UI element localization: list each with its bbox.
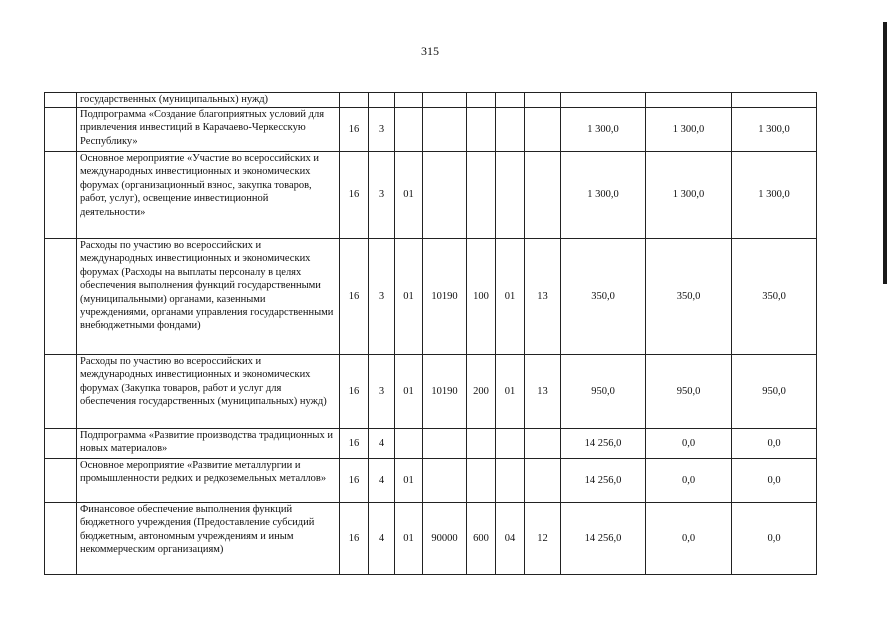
page-number: 315 [421, 44, 439, 58]
code-event: 01 [395, 503, 423, 575]
code-subprogram: 3 [369, 355, 395, 429]
amount-year-1: 14 256,0 [561, 429, 646, 459]
row-name: Основное мероприятие «Участие во всероссийских и международных инвестиционных и экономических форумах (организационный взнос, закупка товаров, работ, услуг), освещение инвестиционной деятельности» [77, 152, 340, 239]
row-name: Расходы по участию во всероссийских и международных инвестиционных и экономических форумах (Расходы на выплаты персоналу в целях обеспечения выполнения функций государственными (муниципальными) органами, казенными учреждениями, органами управления государственными внебюджетными фондами) [77, 239, 340, 355]
amount-year-2: 950,0 [646, 355, 732, 429]
code-event: 01 [395, 459, 423, 503]
code-expense-type: 600 [467, 503, 496, 575]
amount-year-1: 14 256,0 [561, 459, 646, 503]
code-direction [423, 93, 467, 108]
row-number-cell [45, 503, 77, 575]
row-name: Расходы по участию во всероссийских и международных инвестиционных и экономических форумах (Закупка товаров, работ и услуг для обеспечения государственных (муниципальных) нужд) [77, 355, 340, 429]
code-direction: 10190 [423, 355, 467, 429]
code-section [496, 108, 525, 152]
amount-year-3: 0,0 [732, 429, 817, 459]
code-subprogram: 3 [369, 152, 395, 239]
amount-year-1: 14 256,0 [561, 503, 646, 575]
code-expense-type [467, 429, 496, 459]
code-subprogram: 4 [369, 429, 395, 459]
code-ministry: 16 [340, 152, 369, 239]
code-subprogram: 4 [369, 503, 395, 575]
code-subsection [525, 429, 561, 459]
code-ministry: 16 [340, 108, 369, 152]
table-row [45, 503, 817, 575]
code-ministry: 16 [340, 459, 369, 503]
code-event [395, 93, 423, 108]
amount-year-1: 350,0 [561, 239, 646, 355]
code-section [496, 459, 525, 503]
code-section [496, 429, 525, 459]
code-expense-type: 200 [467, 355, 496, 429]
code-direction [423, 152, 467, 239]
row-number-cell [45, 429, 77, 459]
table-row [45, 93, 817, 108]
row-name: государственных (муниципальных) нужд) [77, 93, 340, 108]
code-subsection [525, 459, 561, 503]
code-expense-type: 100 [467, 239, 496, 355]
code-subprogram: 4 [369, 459, 395, 503]
amount-year-1: 1 300,0 [561, 108, 646, 152]
amount-year-3: 0,0 [732, 459, 817, 503]
budget-table [44, 92, 817, 575]
code-section: 01 [496, 239, 525, 355]
code-subsection [525, 108, 561, 152]
row-name: Основное мероприятие «Развитие металлургии и промышленности редких и редкоземельных металлов» [77, 459, 340, 503]
code-ministry: 16 [340, 429, 369, 459]
code-subprogram [369, 93, 395, 108]
amount-year-3: 950,0 [732, 355, 817, 429]
code-subprogram: 3 [369, 108, 395, 152]
code-expense-type [467, 152, 496, 239]
code-event: 01 [395, 239, 423, 355]
code-section [496, 152, 525, 239]
row-name: Подпрограмма «Развитие производства традиционных и новых материалов» [77, 429, 340, 459]
code-section: 04 [496, 503, 525, 575]
code-event: 01 [395, 152, 423, 239]
amount-year-2: 0,0 [646, 459, 732, 503]
amount-year-1 [561, 93, 646, 108]
code-event [395, 108, 423, 152]
amount-year-3: 0,0 [732, 503, 817, 575]
amount-year-3 [732, 93, 817, 108]
amount-year-2: 350,0 [646, 239, 732, 355]
amount-year-2: 1 300,0 [646, 152, 732, 239]
amount-year-3: 350,0 [732, 239, 817, 355]
amount-year-2: 0,0 [646, 503, 732, 575]
scan-edge-shadow [883, 22, 887, 284]
code-subsection: 13 [525, 355, 561, 429]
code-direction [423, 429, 467, 459]
row-number-cell [45, 93, 77, 108]
code-expense-type [467, 93, 496, 108]
table-row [45, 355, 817, 429]
row-number-cell [45, 152, 77, 239]
table-row [45, 152, 817, 239]
amount-year-1: 1 300,0 [561, 152, 646, 239]
table-row [45, 459, 817, 503]
code-event: 01 [395, 355, 423, 429]
row-number-cell [45, 108, 77, 152]
code-ministry: 16 [340, 239, 369, 355]
amount-year-1: 950,0 [561, 355, 646, 429]
code-event [395, 429, 423, 459]
code-section [496, 93, 525, 108]
code-expense-type [467, 459, 496, 503]
row-number-cell [45, 459, 77, 503]
code-subprogram: 3 [369, 239, 395, 355]
code-ministry: 16 [340, 503, 369, 575]
code-subsection [525, 93, 561, 108]
table-row [45, 108, 817, 152]
table-row [45, 429, 817, 459]
row-name: Финансовое обеспечение выполнения функций бюджетного учреждения (Предоставление субсидий бюджетным, автономным учреждениям и иным некоммерческим организациям) [77, 503, 340, 575]
amount-year-2: 0,0 [646, 429, 732, 459]
code-direction: 90000 [423, 503, 467, 575]
row-number-cell [45, 355, 77, 429]
amount-year-3: 1 300,0 [732, 152, 817, 239]
row-name: Подпрограмма «Создание благоприятных условий для привлечения инвестиций в Карачаево-Черкесскую Республику» [77, 108, 340, 152]
code-direction [423, 108, 467, 152]
row-number-cell [45, 239, 77, 355]
amount-year-2: 1 300,0 [646, 108, 732, 152]
code-ministry [340, 93, 369, 108]
code-direction: 10190 [423, 239, 467, 355]
amount-year-3: 1 300,0 [732, 108, 817, 152]
code-direction [423, 459, 467, 503]
code-section: 01 [496, 355, 525, 429]
amount-year-2 [646, 93, 732, 108]
code-ministry: 16 [340, 355, 369, 429]
code-expense-type [467, 108, 496, 152]
table-row [45, 239, 817, 355]
code-subsection: 13 [525, 239, 561, 355]
code-subsection: 12 [525, 503, 561, 575]
code-subsection [525, 152, 561, 239]
